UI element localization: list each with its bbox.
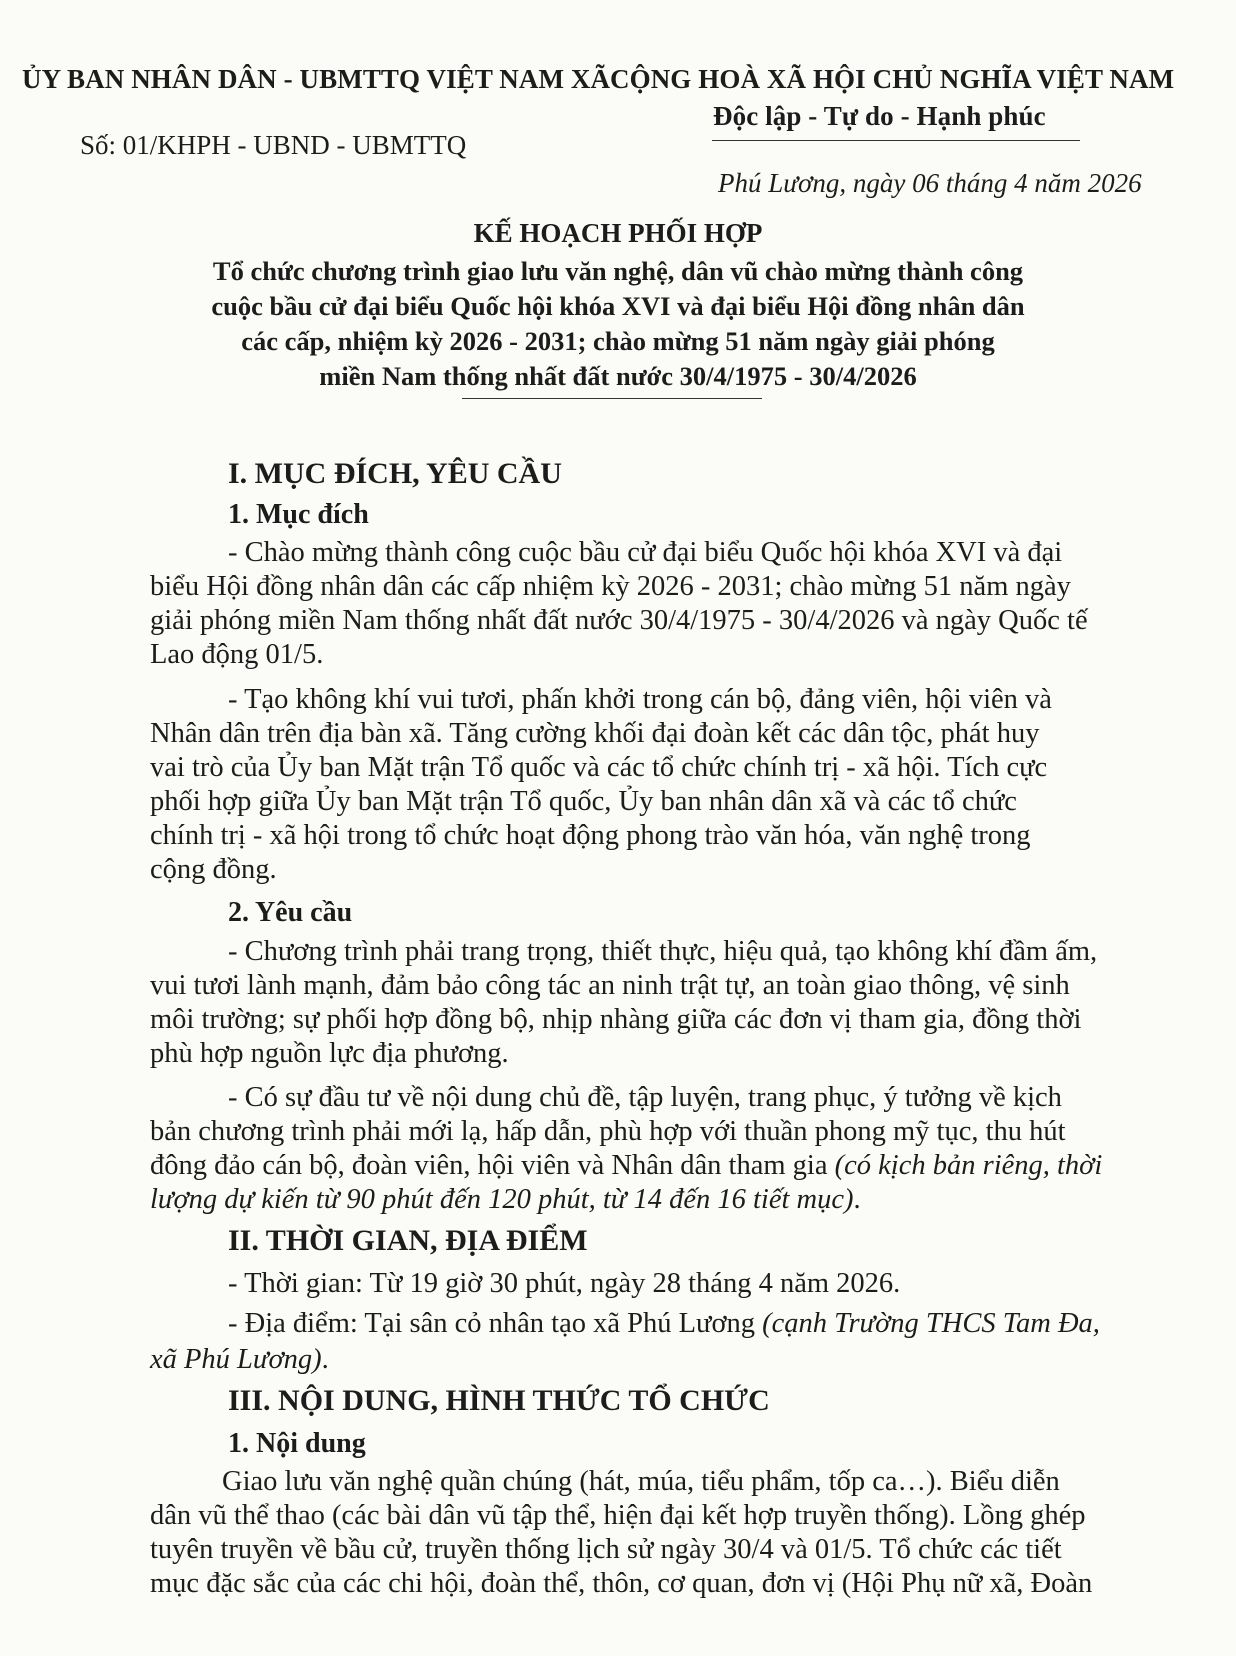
italic-note: xã Phú Lương) <box>150 1344 322 1375</box>
paragraph-line: dân vũ thể thao (các bài dân vũ tập thể, hiện đại kết hợp truyền thống). Lồng ghép <box>150 1500 1086 1531</box>
italic-note: (cạnh Trường THCS Tam Đa, <box>762 1308 1100 1339</box>
plain-text: đông đảo cán bộ, đoàn viên, hội viên và Nhân dân tham gia <box>150 1150 835 1181</box>
plain-text: - Địa điểm: Tại sân cỏ nhân tạo xã Phú Lương <box>228 1308 763 1339</box>
paragraph-line: tuyên truyền về bầu cử, truyền thống lịch sử ngày 30/4 và 01/5. Tổ chức các tiết <box>150 1534 1062 1565</box>
paragraph-line <box>228 1308 1100 1340</box>
title-line: các cấp, nhiệm kỳ 2026 - 2031; chào mừng 51 năm ngày giải phóng <box>241 326 995 356</box>
paragraph-line: - Thời gian: Từ 19 giờ 30 phút, ngày 28 tháng 4 năm 2026. <box>228 1268 901 1299</box>
paragraph-line: Lao động 01/5. <box>150 639 324 670</box>
title-underline <box>462 398 762 399</box>
paragraph-line: phù hợp nguồn lực địa phương. <box>150 1038 509 1069</box>
paragraph-line <box>150 1344 329 1376</box>
subsection-heading: 1. Mục đích <box>228 499 369 530</box>
subsection-heading: 1. Nội dung <box>228 1428 366 1459</box>
italic-note: (có kịch bản riêng, thời <box>834 1150 1103 1181</box>
motto-underline <box>712 140 1080 141</box>
paragraph-line <box>150 1150 1102 1182</box>
country-name: CỘNG HOÀ XÃ HỘI CHỦ NGHĨA VIỆT NAM <box>610 64 1175 94</box>
paragraph-line: phối hợp giữa Ủy ban Mặt trận Tổ quốc, Ủy ban nhân dân xã và các tổ chức <box>150 786 1017 817</box>
paragraph-line: biểu Hội đồng nhân dân các cấp nhiệm kỳ 2026 - 2031; chào mừng 51 năm ngày <box>150 571 1071 602</box>
title-line: miền Nam thống nhất đất nước 30/4/1975 - 30/4/2026 <box>319 361 917 391</box>
section-heading: III. NỘI DUNG, HÌNH THỨC TỔ CHỨC <box>228 1384 770 1417</box>
title-line: cuộc bầu cử đại biểu Quốc hội khóa XVI và đại biểu Hội đồng nhân dân <box>211 291 1025 321</box>
paragraph-line <box>150 1184 861 1216</box>
paragraph-line: - Có sự đầu tư về nội dung chủ đề, tập luyện, trang phục, ý tưởng về kịch <box>228 1082 1062 1113</box>
issuing-agency: ỦY BAN NHÂN DÂN - UBMTTQ VIỆT NAM XÃ <box>22 64 611 94</box>
paragraph-line: cộng đồng. <box>150 854 277 885</box>
paragraph-line: mục đặc sắc của các chi hội, đoàn thể, thôn, cơ quan, đơn vị (Hội Phụ nữ xã, Đoàn <box>150 1568 1093 1599</box>
paragraph-line: - Chào mừng thành công cuộc bầu cử đại biểu Quốc hội khóa XVI và đại <box>228 537 1063 568</box>
section-heading: II. THỜI GIAN, ĐỊA ĐIỂM <box>228 1224 588 1257</box>
subsection-heading: 2. Yêu cầu <box>228 897 353 928</box>
paragraph-line: bản chương trình phải mới lạ, hấp dẫn, phù hợp với thuần phong mỹ tục, thu hút <box>150 1116 1066 1147</box>
title-line: Tổ chức chương trình giao lưu văn nghệ, dân vũ chào mừng thành công <box>212 256 1024 286</box>
paragraph-line: chính trị - xã hội trong tổ chức hoạt động phong trào văn hóa, văn nghệ trong <box>150 820 1031 851</box>
plain-text: . <box>321 1344 329 1375</box>
paragraph-line: Nhân dân trên địa bàn xã. Tăng cường khối đại đoàn kết các dân tộc, phát huy <box>150 718 1040 749</box>
document-number: Số: 01/KHPH - UBND - UBMTTQ <box>80 130 467 160</box>
national-motto: Độc lập - Tự do - Hạnh phúc <box>713 101 1046 131</box>
italic-note: lượng dự kiến từ 90 phút đến 120 phút, từ 14 đến 16 tiết mục) <box>150 1184 854 1215</box>
paragraph-line: Giao lưu văn nghệ quần chúng (hát, múa, tiểu phẩm, tốp ca…). Biểu diễn <box>222 1466 1060 1497</box>
paragraph-line: vai trò của Ủy ban Mặt trận Tổ quốc và các tổ chức chính trị - xã hội. Tích cực <box>150 752 1048 783</box>
document-title: KẾ HOẠCH PHỐI HỢP <box>473 218 763 248</box>
paragraph-line: vui tươi lành mạnh, đảm bảo công tác an ninh trật tự, an toàn giao thông, vệ sinh <box>150 970 1070 1001</box>
paragraph-line: - Chương trình phải trang trọng, thiết thực, hiệu quả, tạo không khí đầm ấm, <box>228 936 1098 967</box>
section-heading: I. MỤC ĐÍCH, YÊU CẦU <box>228 457 562 490</box>
plain-text: . <box>853 1184 861 1215</box>
paragraph-line: - Tạo không khí vui tươi, phấn khởi trong cán bộ, đảng viên, hội viên và <box>228 684 1052 715</box>
paragraph-line: môi trường; sự phối hợp đồng bộ, nhịp nhàng giữa các đơn vị tham gia, đồng thời <box>150 1004 1082 1035</box>
place-and-date: Phú Lương, ngày 06 tháng 4 năm 2026 <box>718 168 1142 198</box>
paragraph-line: giải phóng miền Nam thống nhất đất nước 30/4/1975 - 30/4/2026 và ngày Quốc tế <box>150 605 1088 636</box>
